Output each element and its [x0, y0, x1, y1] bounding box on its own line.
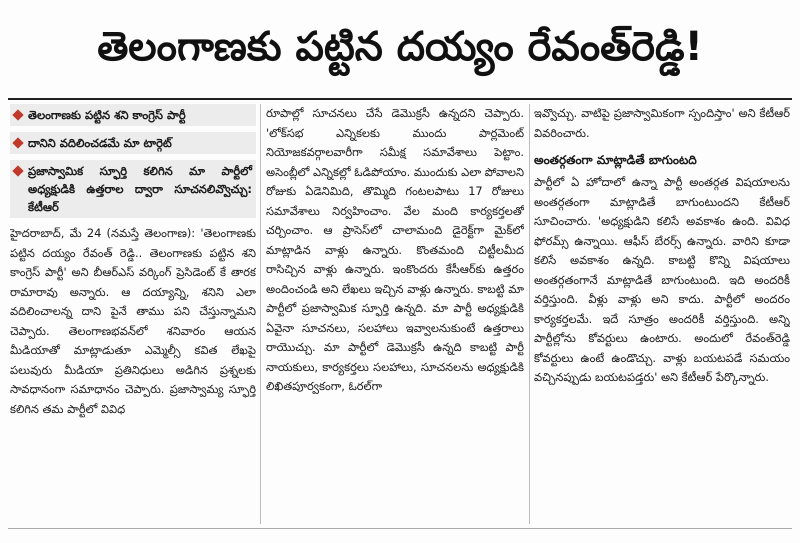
- article-paragraph: రూపాల్లో సూచనలు చేసే డెమొక్రసీ ఉన్నదని చెప్పారు. 'లోక్‌సభ ఎన్నికలకు ముందు పార్లమెంట్ నియోజకవర్గాలవారీగా సమీక్ష సమావేశాలు పెట్టాం. అసెంబ్లీలో ఎన్నికల్లో ఓడిపోయాం. ముందుకు ఎలా పోవాలని రోజుకు ఏడెనిమిది, తొమ్మిది గంటలపాటు 17 రోజులు సమావేశాలు నిర్వహించాం. వేల మంది కార్యకర్తలతో చర్చించాం. ఆ ప్రాసెస్‌లో చాలామంది డైరెక్ట్‌గా మైక్‌లో మాట్లాడిన వాళ్లు ఉన్నారు. కొంతమంది చిట్టీలమీద రాసిచ్చిన వాళ్లు ఉన్నారు. ఇంకొందరు కేసీఆర్‌కు ఉత్తరం అందించండి అని లేఖలు ఇచ్చిన వాళ్లు ఉన్నారు. కాబట్టి మా పార్టీలో ప్రజాస్వామిక స్ఫూర్తి ఉన్నది. మా పార్టీ అధ్యక్షుడికి ఏవైనా సూచనలు, సలహాలు ఇవ్వాలనుకుంటే ఉత్తరాలు రాయొచ్చు. మా పార్టీలో డెమొక్రసీ ఉన్నది కాబట్టి పార్టీ నాయకులు, కార్యకర్తలు సలహాలు, సూచనలను అధ్యక్షుడికి లిఖితపూర్వకంగా, ఓరల్‌గా: [266, 106, 524, 393]
- headline: తెలంగాణకు పట్టిన దయ్యం రేవంత్‌రెడ్డి!: [97, 24, 703, 70]
- highlight-item: [10, 132, 256, 154]
- highlight-item: [10, 160, 256, 218]
- highlights-list: [10, 104, 256, 218]
- diamond-bullet-icon: [12, 165, 23, 176]
- article-paragraph: ఇవ్వొచ్చు. వాటిపై ప్రజాస్వామికంగా స్పందిస్తాం' అని కేటీఆర్ వివరించారు.: [534, 106, 790, 140]
- bottom-rule: [8, 528, 792, 529]
- diamond-bullet-icon: [12, 137, 23, 148]
- highlight-item: [10, 104, 256, 126]
- article-paragraph: హైదరాబాద్, మే 24 (నమస్తే తెలంగాణ): 'తెలంగాణకు పట్టిన దయ్యం రేవంత్ రెడ్డి.. తెలంగాణకు పట్టిన శని కాంగ్రెస్ పార్టీ' అని బీఆర్‌ఎస్ వర్కింగ్ ప్రెసిడెంట్ కే తారక రామారావు అన్నారు. ఆ దయ్యాన్ని, శనిని ఎలా వదిలించాలన్న దాని పైనే తాము పని చేస్తున్నామని చెప్పారు. తెలంగాణభవన్‌లో శనివారం ఆయన మీడియాతో మాట్లాడుతూ ఎమ్మెల్సీ కవిత లేఖపై పలువురు మీడియా ప్రతినిధులు అడిగిన ప్రశ్నలకు సావధానంగా సమాధానం చెప్పారు. ప్రజాస్వామ్య స్ఫూర్తి కలిగిన తమ పార్టీలో వివిధ: [10, 226, 256, 416]
- column-3: [534, 104, 790, 524]
- diamond-bullet-icon: [12, 109, 23, 120]
- article-paragraph: పార్టీలో ఏ హోదాలో ఉన్నా పార్టీ అంతర్గత విషయాలను అంతర్గతంగా మాట్లాడితే బాగుంటుందని కేటీఆర్ సూచించారు. 'అధ్యక్షుడిని కలిసే అవకాశం ఉంది. వివిధ ఫోరమ్స్ ఉన్నాయి. ఆఫీస్ బేరర్స్ ఉన్నారు. వారిని కూడా కలిసే అవకాశం ఉన్నది. కాబట్టి కొన్ని విషయాలు అంతర్గతంగానే మాట్లాడితే బాగుంటుంది. ఇది అందరికీ వర్తిస్తుంది. వీళ్లు వాళ్లు అని కాదు. పార్టీలో అందరం కార్యకర్తలమే. ఇదే సూత్రం అందరికీ వర్తిస్తుంది. అన్ని పార్టీల్లోను కోవర్టులు ఉంటారు. అందులో రేవంత్‌రెడ్డి కోవర్టులు ఉంటే ఉండొచ్చు. వాళ్లు బయటపడే సమయం వచ్చినప్పుడు బయటపడ్తరు' అని కేటీఆర్ పేర్కొన్నారు.: [534, 175, 790, 384]
- section-subheading: అంతర్గతంగా మాట్లాడితే బాగుంటది: [534, 153, 697, 167]
- column-divider: [260, 104, 261, 524]
- column-divider: [529, 104, 530, 524]
- headline-rule: [8, 98, 792, 100]
- column-2: [266, 104, 524, 524]
- highlight-text: ప్రజాస్వామిక స్ఫూర్తి కలిగిన మా పార్టీలో అధ్యక్షుడికి ఉత్తరాల ద్వారా సూచనలివ్వొచ్చు: కేటీఆర్: [28, 164, 252, 214]
- column-1: [10, 104, 256, 524]
- highlight-text: దానిని వదిలించడమే మా టార్గెట్: [28, 136, 172, 150]
- highlight-text: తెలంగాణకు పట్టిన శని కాంగ్రెస్ పార్టీ: [28, 108, 186, 122]
